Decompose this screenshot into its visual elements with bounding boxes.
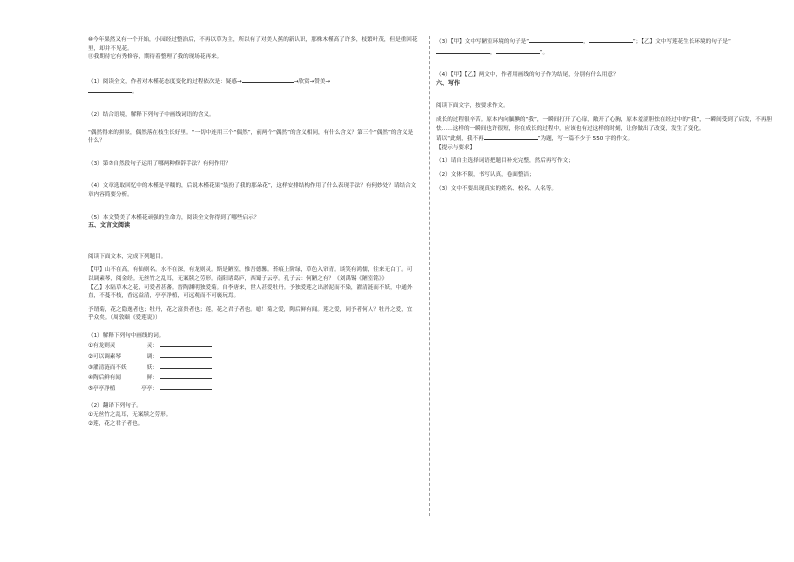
- question-8: （3）【甲】文中写陋室环境的句子是“ ， ”；【乙】文中写莲花生长环境的句子是“， ”。: [436, 36, 776, 57]
- answer-blank[interactable]: [160, 362, 212, 369]
- answer-blank[interactable]: [436, 47, 490, 54]
- requirement-3: （3）文中不要出现真实的姓名、校名、人名等。: [436, 185, 558, 192]
- instruction: 阅读下面文本，完成下列题目。: [88, 253, 167, 260]
- passage-jia: 【甲】山不在高，有仙则名。水不在深，有龙则灵。斯是陋室，惟吾德馨。苔痕上阶绿，草色入帘青。谈笑有鸿儒，往来无白丁。可以调素琴，阅金经。无丝竹之乱耳，无案牍之劳形。南阳诸葛庐，西蜀子云亭。孔子云：何陋之有？《刘禹锡《陋室铭》》: [88, 267, 413, 282]
- writing-prompt: 成长的过程很辛苦。原本内向腼腆的“我”，一瞬间打开了心扉，敞开了心胸，原本羞涩胆怯在经过中的“我”，一瞬间受到了启发，不再胆怯……这样的一瞬间也许很短，你在成长的过程中，应该也有过这样的时刻，让你做出了改变，发生了变化。: [436, 116, 773, 132]
- paragraph-11: ⑪我期待它有秀修容，期待着整理了我的现场花再来。: [88, 54, 223, 61]
- answer-blank[interactable]: [496, 47, 540, 54]
- word-list: [88, 340, 418, 393]
- question-5: （5）本文赞美了木槿花顽强的生命力，阅读全文你得到了哪些启示？: [88, 214, 260, 221]
- passage-yi: 【乙】水陆草木之花，可爱者甚蕃。晋陶渊明独爱菊。自李唐来，世人甚爱牡丹。予独爱莲之出淤泥而不染，濯清涟而不妖，中通外直，不蔓不枝，香远益清，亭亭净植，可远观而不可亵玩焉。: [88, 284, 413, 300]
- translate-1: ①无丝竹之乱耳，无案牍之劳形。: [88, 412, 172, 419]
- question-7: （2）翻译下列句子。: [88, 403, 142, 410]
- question-6: （1）解释下列句中画线的词。: [88, 332, 165, 339]
- question-1: （1）阅读全文，作者对木槿花态度变化的过程依次是：疑惑→ →欣赏→赞美→ 。: [88, 76, 418, 97]
- passage-yi-2: 予谓菊，花之隐逸者也；牡丹，花之富贵者也；莲，花之君子者也。噫！菊之爱，陶后鲜有闻。莲之爱，同予者何人？牡丹之爱，宜乎众矣。（周敦颐《爱莲说》）: [88, 306, 413, 322]
- translate-2: ②莲，花之君子者也。: [88, 420, 144, 427]
- word-row: ③濯清涟而不妖 妖：: [88, 362, 418, 373]
- answer-blank[interactable]: [160, 383, 212, 390]
- title-blank[interactable]: [484, 133, 538, 140]
- question-2-text: “偶然得来的拼景，偶然落在枝生长好里。“一切中连用三个“偶然”，前两个“偶然”的含义相同，有什么含义？第三个“偶然”的含义是什么？: [88, 129, 414, 145]
- right-column: [436, 36, 776, 193]
- section-6-title: 六、写作: [436, 79, 461, 87]
- word-row: ②可以调素琴 调：: [88, 351, 418, 362]
- question-9: （4）【甲】【乙】两文中，作者用画线的句子作为结尾，分别有什么用意？: [436, 72, 619, 79]
- column-divider: [429, 36, 430, 516]
- requirements-heading: 【提示与要求】: [436, 144, 476, 151]
- question-2: （2）结合语境，解释下列句子中画线词语的含义。: [88, 111, 215, 118]
- requirement-1: （1）请自主选择词语把题目补充完整，然后再写作文；: [436, 158, 574, 165]
- word-row: ④陶后鲜有闻 鲜：: [88, 372, 418, 383]
- requirement-2: （2）文体不限，书写认真，卷面整洁；: [436, 171, 535, 178]
- word-row: ①有龙则灵 灵：: [88, 340, 418, 351]
- writing-title: 请以“此刻，我不再 ”为题，写一篇不少于 550 字的作文。: [436, 133, 776, 144]
- word-row: ⑤亭亭净植 亭亭：: [88, 383, 418, 394]
- answer-blank[interactable]: [160, 340, 212, 347]
- left-column: [88, 36, 418, 428]
- answer-blank[interactable]: [160, 372, 212, 379]
- question-4: （4）文章选取回忆中的木槿是平糯的，后说木槿花果“装扮了我的那朵花”，这样安排结构作用了什么表现手法？有何妙处？请结合文章内容简要分析。: [88, 183, 417, 198]
- answer-blank[interactable]: [242, 76, 294, 83]
- question-3: （3）第⑦自然段句子运用了哪两种修辞手法？有何作用？: [88, 160, 231, 167]
- writing-instruction: 阅读下面文字，按要求作文。: [436, 103, 509, 110]
- answer-blank[interactable]: [529, 36, 583, 43]
- answer-blank[interactable]: [160, 351, 212, 358]
- paragraph-10: ⑩今年果然又有一个开始，小园经过整治后，不再以草为主，所以有了对美人蕉的新认识，那株木槿高了许多，枝繁叶茂，但是重回花里，却并不见花。: [88, 37, 418, 52]
- answer-blank[interactable]: [88, 86, 132, 93]
- answer-blank[interactable]: [589, 36, 633, 43]
- section-5-title: 五、文言文阅读: [88, 222, 131, 230]
